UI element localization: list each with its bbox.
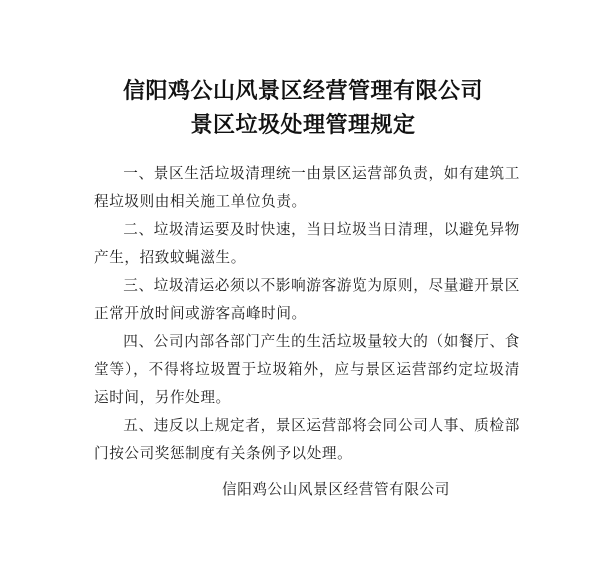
regulation-item-3: 三、垃圾清运必须以不影响游客游览为原则，尽量避开景区正常开放时间或游客高峰时间。: [94, 277, 520, 322]
regulation-item-2: 二、垃圾清运要及时快速，当日垃圾当日清理，以避免异物产生，招致蚊蝇滋生。: [94, 221, 520, 266]
document-title-line2: 景区垃圾处理管理规定: [190, 113, 416, 138]
document-title-line1: 信阳鸡公山风景区经营管理有限公司: [122, 79, 483, 104]
regulation-item-1: 一、景区生活垃圾清理统一由景区运营部负责，如有建筑工程垃圾则由相关施工单位负责。: [94, 165, 520, 210]
signature-company: 信阳鸡公山风景区经营管有限公司: [222, 481, 450, 498]
regulation-item-5: 五、违反以上规定者，景区运营部将会同公司人事、质检部门按公司奖惩制度有关条例予以处理。: [94, 417, 520, 462]
regulation-item-4: 四、公司内部各部门产生的生活垃圾量较大的（如餐厅、食堂等），不得将垃圾置于垃圾箱外，应与景区运营部约定垃圾清运时间，另作处理。: [94, 333, 520, 406]
